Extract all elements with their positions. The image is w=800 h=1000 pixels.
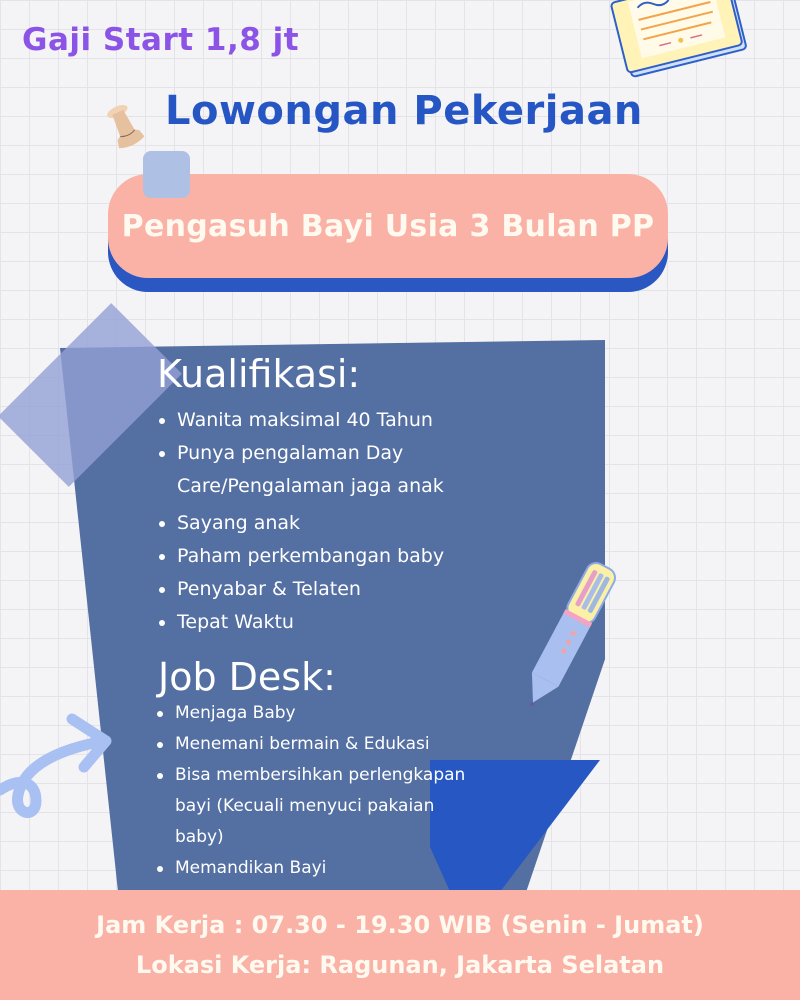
- list-item: Tepat Waktu: [157, 606, 517, 639]
- work-location-text: Lokasi Kerja: Ragunan, Jakarta Selatan: [135, 951, 665, 979]
- list-item: Bisa membersihkan perlengkapan bayi (Kecuali menyuci pakaian baby): [155, 760, 485, 853]
- job-desk-list: [155, 698, 485, 884]
- list-item: Punya pengalaman Day Care/Pengalaman jaga anak: [157, 437, 517, 503]
- list-item: Menemani bermain & Edukasi: [155, 729, 485, 760]
- paper-stack-icon: [607, 0, 754, 82]
- list-item: Memandikan Bayi: [155, 853, 485, 884]
- job-desk-heading: Job Desk:: [158, 655, 336, 699]
- curly-arrow-icon: [0, 705, 115, 825]
- list-item: Wanita maksimal 40 Tahun: [157, 404, 517, 437]
- position-banner: [108, 174, 668, 278]
- work-hours-text: Jam Kerja : 07.30 - 19.30 WIB (Senin - Jumat): [96, 911, 704, 939]
- list-item: Penyabar & Telaten: [157, 573, 517, 606]
- position-label: Pengasuh Bayi Usia 3 Bulan PP: [121, 208, 655, 244]
- pen-icon: [520, 550, 620, 720]
- decorative-square: [143, 151, 190, 198]
- salary-text: Gaji Start 1,8 jt: [22, 22, 300, 58]
- list-item: Paham perkembangan baby: [157, 540, 517, 573]
- qualifications-list: [157, 404, 517, 639]
- push-pin-icon: [103, 98, 155, 156]
- qualifications-heading: Kualifikasi:: [157, 352, 361, 396]
- list-item: Sayang anak: [157, 507, 517, 540]
- page-title: Lowongan Pekerjaan: [165, 88, 643, 134]
- list-item: Menjaga Baby: [155, 698, 485, 729]
- footer-banner: [0, 890, 800, 1000]
